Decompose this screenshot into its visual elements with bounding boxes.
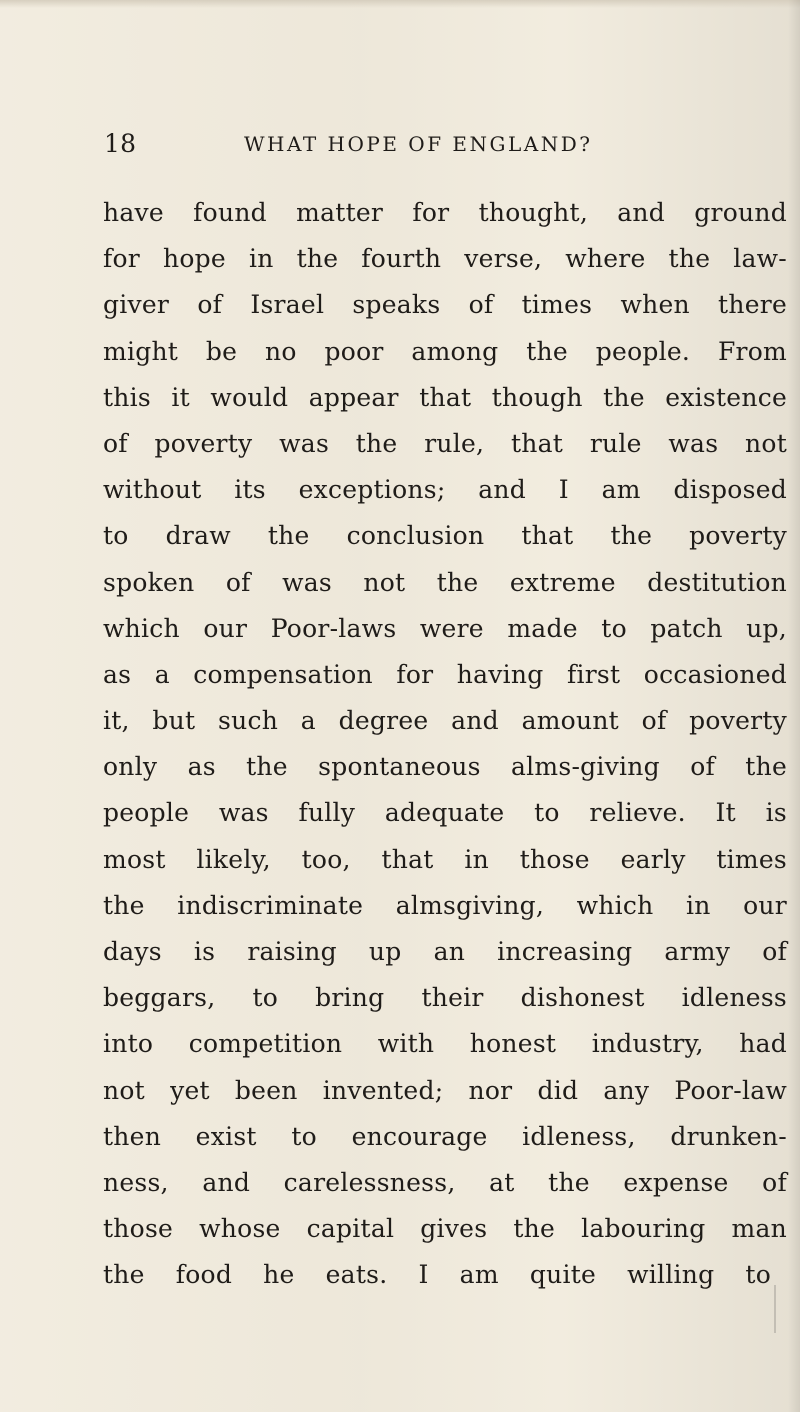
- text-line: most likely, too, that in those early times: [103, 844, 787, 874]
- text-line: giver of Israel speaks of times when there: [103, 290, 787, 320]
- text-line: not yet been invented; nor did any Poor-law: [103, 1075, 787, 1105]
- text-line: beggars, to bring their dishonest idleness: [103, 983, 787, 1013]
- text-line: as a compensation for having first occasioned: [103, 659, 787, 689]
- text-line: then exist to encourage idleness, drunken-: [103, 1121, 787, 1151]
- text-line: which our Poor-laws were made to patch up,: [103, 613, 787, 643]
- margin-mark: [774, 1285, 776, 1333]
- text-line: it, but such a degree and amount of poverty: [103, 706, 787, 736]
- text-line: into competition with honest industry, had: [103, 1029, 787, 1059]
- text-line: of poverty was the rule, that rule was not: [103, 428, 787, 458]
- page-edge-shadow: [788, 0, 800, 1412]
- text-line: the food he eats. I am quite willing to: [103, 1260, 771, 1290]
- text-line: spoken of was not the extreme destitution: [103, 567, 787, 597]
- text-line: to draw the conclusion that the poverty: [103, 521, 787, 551]
- page-top-shadow: [0, 0, 800, 8]
- text-line: have found matter for thought, and ground: [103, 198, 787, 227]
- text-line: ness, and carelessness, at the expense of: [103, 1167, 787, 1197]
- text-line: days is raising up an increasing army of: [103, 937, 787, 966]
- running-head: WHAT HOPE OF ENGLAND?: [244, 132, 593, 156]
- text-line: those whose capital gives the labouring man: [103, 1214, 787, 1244]
- text-line: this it would appear that though the existence: [103, 382, 787, 412]
- text-line: for hope in the fourth verse, where the law-: [103, 244, 787, 274]
- text-line: without its exceptions; and I am disposed: [103, 475, 787, 505]
- text-line: might be no poor among the people. From: [103, 336, 787, 366]
- text-line: only as the spontaneous alms-giving of the: [103, 752, 787, 782]
- text-line: the indiscriminate almsgiving, which in our: [103, 890, 787, 920]
- text-line: people was fully adequate to relieve. It is: [103, 798, 787, 828]
- page-header: [104, 124, 724, 164]
- page-number: 18: [104, 129, 137, 158]
- body-text: [103, 190, 787, 1299]
